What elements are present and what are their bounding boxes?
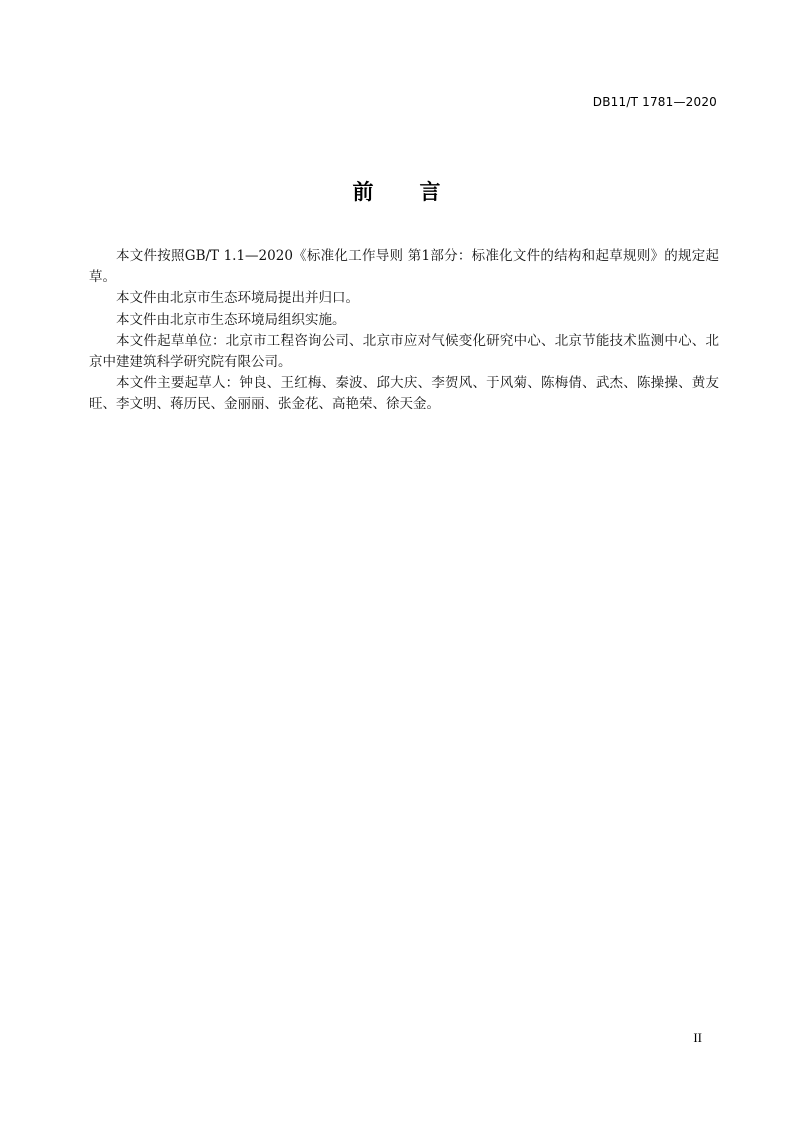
page-number: II [693, 1030, 702, 1045]
paragraph-drafters: 本文件主要起草人：钟良、王红梅、秦波、邱大庆、李贺风、于风菊、陈梅倩、武杰、陈操操、黄友旺、李文明、蒋历民、金丽丽、张金花、高艳荣、徐天金。 [89, 375, 719, 413]
paragraph-drafting-rules: 本文件按照GB/T 1.1—2020《标准化工作导则 第1部分：标准化文件的结构和起草规则》的规定起草。 [89, 248, 719, 286]
paragraph-proposer: 本文件由北京市生态环境局提出并归口。 [116, 290, 359, 307]
document-code: DB11/T 1781—2020 [592, 95, 717, 109]
paragraph-drafting-units: 本文件起草单位：北京市工程咨询公司、北京市应对气候变化研究中心、北京节能技术监测中心、北京中建建筑科学研究院有限公司。 [89, 332, 719, 371]
page-title: 前言 [352, 180, 487, 204]
paragraph-implementer: 本文件由北京市生态环境局组织实施。 [116, 311, 346, 328]
foreword-body [89, 246, 719, 416]
